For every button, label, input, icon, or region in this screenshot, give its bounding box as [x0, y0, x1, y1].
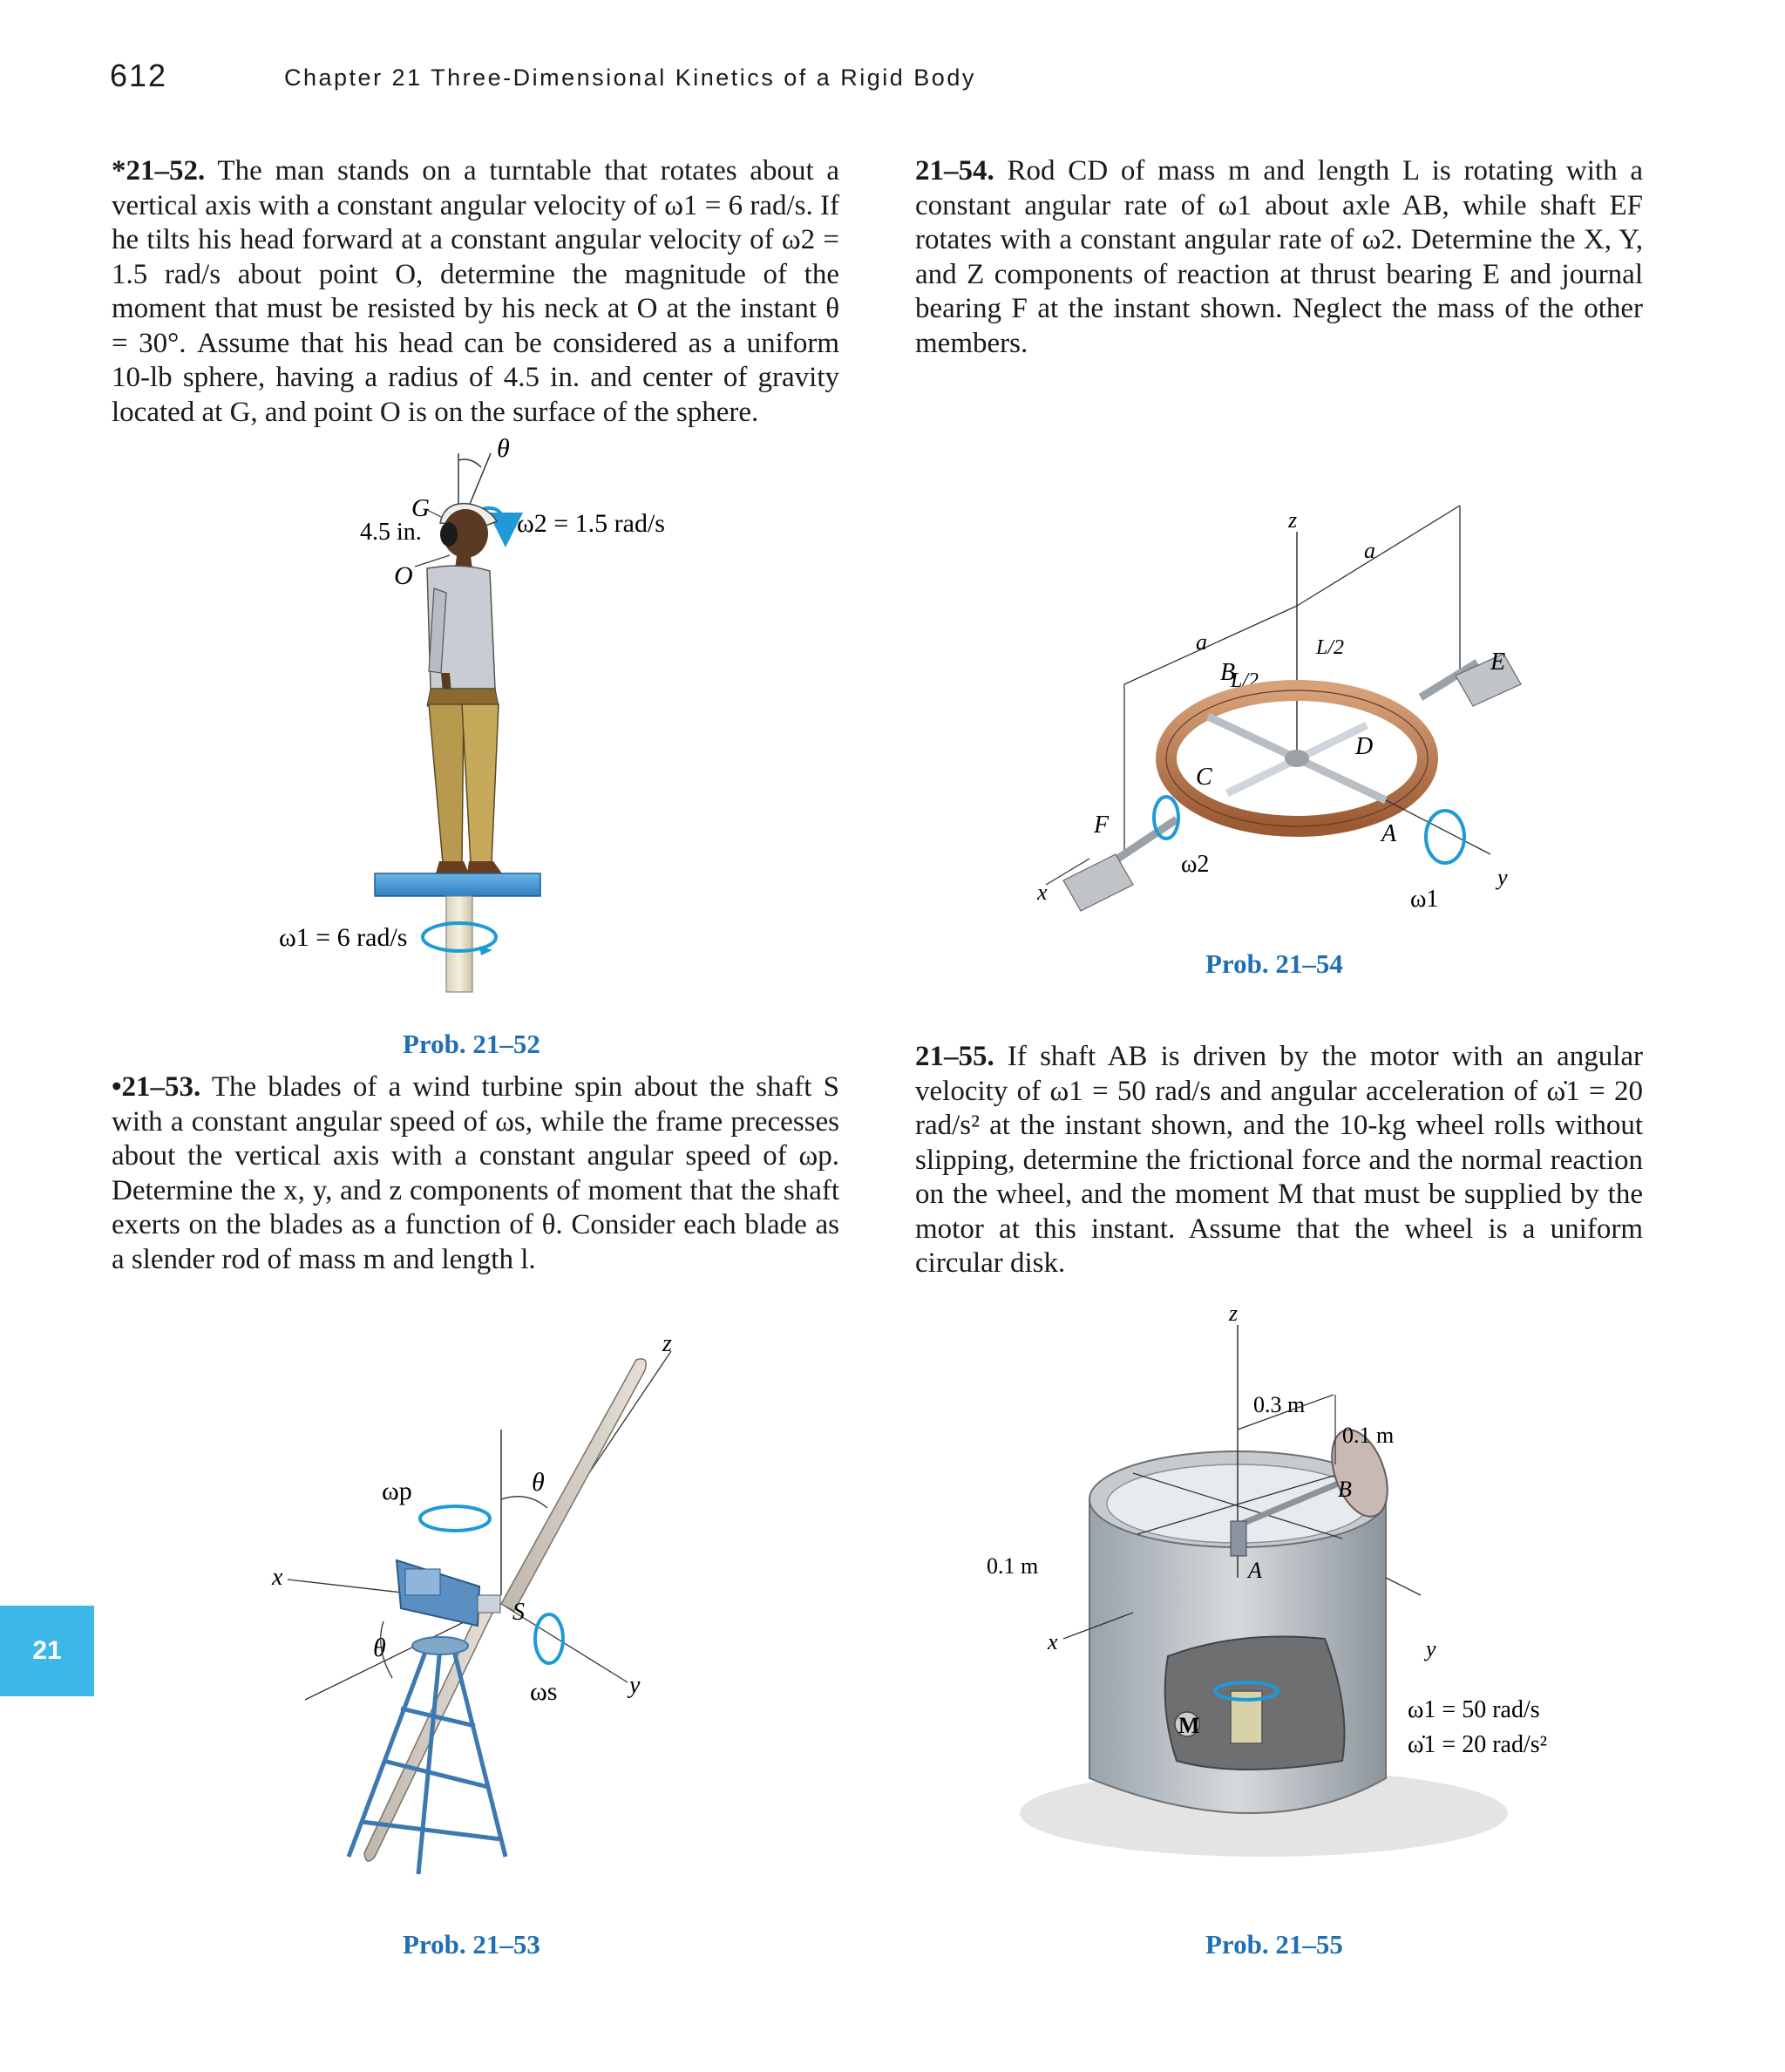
problem-text: The man stands on a turntable that rotates about a vertical axis with a constant angular velocity of ω1 = 6 rad/s. If he tilts his head forward at a constant angular velocity of ω2 = 1.5 rad/s about point O, determine the magnitude of the moment that must be resisted by his neck at O at the instant θ = 30°. Assume that his head can be considered as a uniform 10-lb sphere, having a radius of 4.5 in. and center of gravity located at G, and point O is on the surface of the sphere. — [112, 155, 840, 428]
problem-number: 21–54. — [915, 155, 994, 187]
turntable-shaft — [446, 896, 472, 992]
omega2-label: ω2 — [1181, 851, 1210, 878]
point-g-label: G — [411, 494, 430, 522]
y-axis-label: y — [1497, 865, 1508, 890]
z-axis-label: z — [1288, 507, 1298, 533]
problem-number: •21–53. — [112, 1071, 201, 1103]
problem-21-53 — [112, 1070, 839, 1277]
dimension-0-1-m-left: 0.1 m — [987, 1553, 1039, 1579]
omega1-label: ω1 = 6 rad/s — [279, 923, 408, 952]
problem-number: *21–52. — [112, 155, 206, 187]
a-dimension-right: a — [1364, 538, 1375, 563]
figure-21-55 — [976, 1301, 1604, 1892]
figure-21-52 — [244, 436, 697, 1011]
point-e-label: E — [1490, 649, 1506, 676]
x-axis-label: x — [272, 1564, 283, 1591]
figure-21-53 — [253, 1330, 723, 1892]
l-over-2-left: L/2 — [1231, 669, 1259, 692]
y-axis-label: y — [629, 1672, 641, 1699]
point-b-label: B — [1220, 659, 1236, 686]
pants-icon — [429, 704, 464, 863]
caption-21-54: Prob. 21–54 — [1205, 948, 1343, 979]
omega1-dot-label: ω̇1 = 20 rad/s² — [1408, 1731, 1548, 1758]
bearing-f-icon — [1063, 854, 1133, 911]
theta-label: θ — [497, 434, 510, 463]
y-axis — [1386, 1578, 1421, 1595]
z-axis-label: z — [1229, 1301, 1239, 1326]
omega2-label: ω2 = 1.5 rad/s — [517, 509, 665, 538]
omega-p-rotation-icon — [420, 1506, 490, 1531]
omega1-label: ω1 — [1410, 886, 1439, 913]
problem-text: If shaft AB is driven by the motor with an angular velocity of ω1 = 50 rad/s and angular acceleration of ω̇1 = 20 rad/s² at the instant shown, and the 10-kg wheel rolls without slipping, determine the frictional force and the normal reaction on the wheel, and the moment M that must be supplied by the motor at this instant. Assume that the wheel is a uniform circular disk. — [915, 1041, 1643, 1279]
problem-21-54 — [915, 154, 1643, 361]
shaft-s-label: S — [512, 1599, 525, 1626]
theta-top-label: θ — [532, 1468, 545, 1497]
a-dimension-left: a — [1196, 629, 1207, 655]
omega-s-label: ωs — [530, 1677, 558, 1706]
omega-p-label: ωp — [382, 1477, 412, 1505]
x-axis-label: x — [1048, 1629, 1058, 1654]
point-b-label: B — [1338, 1477, 1352, 1502]
page-header — [110, 58, 976, 94]
problem-number: 21–55. — [915, 1041, 994, 1072]
point-a-label: A — [1248, 1558, 1262, 1583]
page-number: 612 — [110, 58, 168, 93]
theta-left-label: θ — [373, 1634, 386, 1662]
radius-label: 4.5 in. — [360, 519, 422, 546]
omega-s-rotation-icon — [535, 1614, 563, 1663]
caption-21-53: Prob. 21–53 — [403, 1929, 540, 1960]
point-a-label: A — [1381, 820, 1397, 847]
problem-text: The blades of a wind turbine spin about the shaft S with a constant angular speed of ωs, while the frame precesses about the vertical axis with a constant angular speed of ωp. Determine the x, y, and z components of moment that the shaft exerts on the blades as a function of θ. Consider each blade as a slender rod of mass m and length l. — [112, 1071, 839, 1275]
omega1-label: ω1 = 50 rad/s — [1408, 1696, 1540, 1723]
problem-text: Rod CD of mass m and length L is rotating with a constant angular rate of ω1 about axle AB, while shaft EF rotates with a constant angular rate of ω2. Determine the X, Y, and Z components of reaction at thrust bearing E and journal bearing F at the instant shown. Neglect the mass of the other members. — [915, 155, 1644, 359]
z-axis-label: z — [662, 1330, 672, 1357]
chapter-title: Chapter 21 Three-Dimensional Kinetics of a Rigid Body — [284, 65, 976, 91]
l-over-2-right: L/2 — [1316, 636, 1345, 659]
point-c-label: C — [1196, 764, 1212, 791]
y-axis-label: y — [1426, 1636, 1436, 1661]
point-f-label: F — [1094, 812, 1110, 839]
y-axis — [1386, 800, 1490, 854]
chapter-tab: 21 — [0, 1606, 94, 1696]
omega1-rotation-icon — [1426, 811, 1464, 863]
blade-upper — [501, 1359, 646, 1611]
x-axis-label: x — [1037, 880, 1048, 905]
caption-21-52: Prob. 21–52 — [403, 1029, 540, 1059]
bearing-e-icon — [1456, 654, 1521, 706]
point-o-label: O — [394, 561, 413, 590]
dimension-0-1-m-right: 0.1 m — [1342, 1423, 1395, 1448]
problem-21-52 — [112, 154, 839, 430]
problem-21-55 — [915, 1040, 1643, 1281]
caption-21-55: Prob. 21–55 — [1205, 1929, 1343, 1960]
turntable — [375, 873, 540, 896]
point-d-label: D — [1355, 733, 1374, 760]
dimension-0-3-m: 0.3 m — [1253, 1392, 1306, 1417]
figure-21-54 — [1002, 488, 1543, 924]
moment-m-label: M — [1178, 1713, 1200, 1738]
